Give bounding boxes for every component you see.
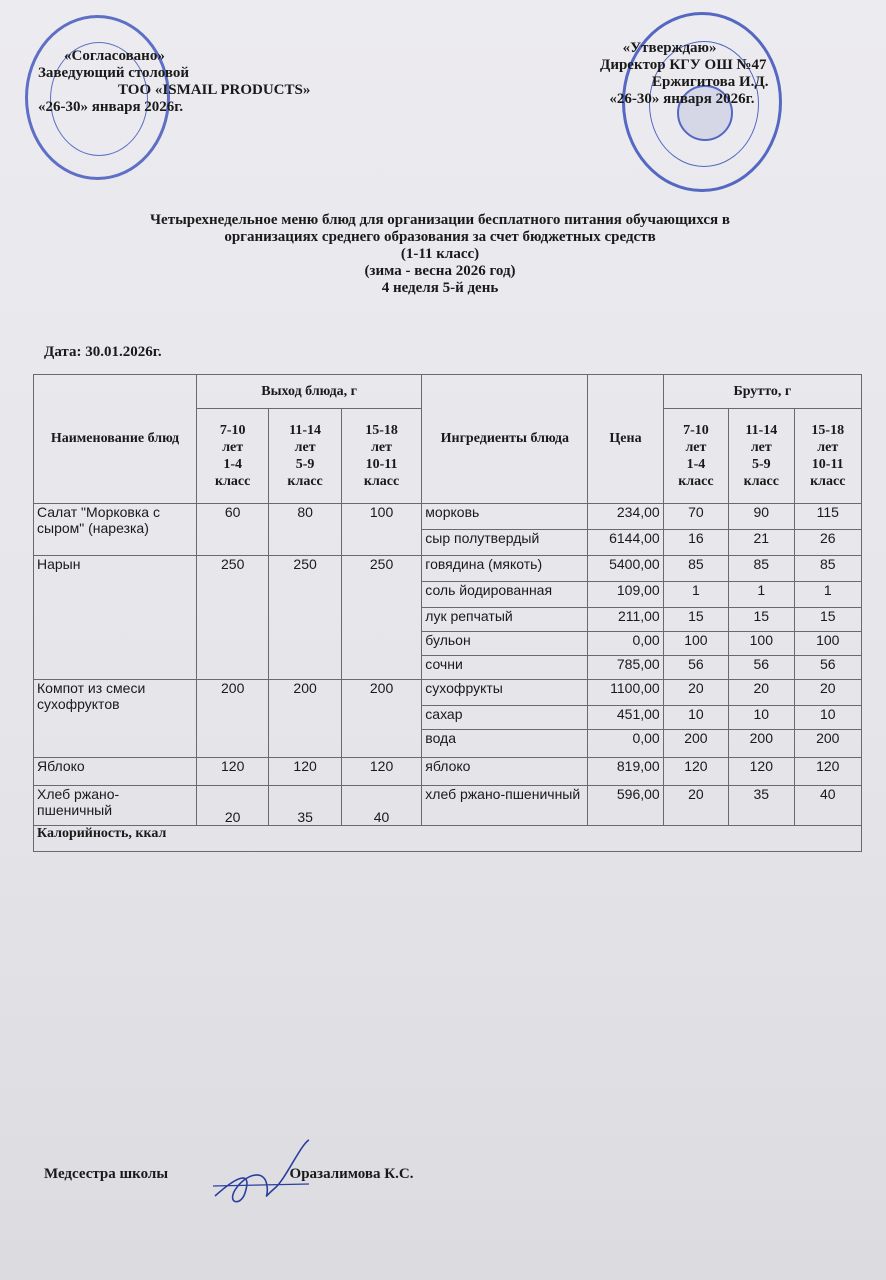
dish-name-cell: Нарын	[34, 556, 197, 680]
age-header-line: класс	[743, 474, 779, 489]
header-ingredients: Ингредиенты блюда	[422, 375, 588, 504]
gross-cell: 10	[729, 706, 794, 730]
gross-cell: 15	[663, 608, 728, 632]
gross-cell: 20	[663, 786, 728, 826]
gross-cell: 85	[729, 556, 794, 582]
dish-output-cell: 120	[269, 758, 341, 786]
gross-age-header	[663, 409, 728, 504]
gross-cell: 120	[794, 758, 862, 786]
dish-output-cell: 250	[196, 556, 268, 680]
age-header-line: лет	[685, 440, 707, 455]
price-cell: 109,00	[588, 582, 663, 608]
calories-label: Калорийность, ккал	[34, 826, 862, 852]
age-header-line: 5-9	[751, 457, 771, 472]
gross-cell: 85	[794, 556, 862, 582]
gross-cell: 15	[729, 608, 794, 632]
dish-output-cell: 120	[341, 758, 421, 786]
gross-cell: 10	[794, 706, 862, 730]
dish-name-cell: Хлеб ржано-пшеничный	[34, 786, 197, 826]
dish-output-cell: 80	[269, 504, 341, 556]
calories-row	[34, 826, 862, 852]
dish-output-cell: 250	[269, 556, 341, 680]
gross-cell: 1	[794, 582, 862, 608]
output-age-header	[196, 409, 268, 504]
gross-cell: 10	[663, 706, 728, 730]
ingredient-cell: хлеб ржано-пшеничный	[422, 786, 588, 826]
gross-cell: 20	[729, 680, 794, 706]
age-header-line: 1-4	[223, 457, 243, 472]
age-header-line: 15-18	[365, 423, 398, 438]
dish-name-cell: Яблоко	[34, 758, 197, 786]
ingredient-cell: бульон	[422, 632, 588, 656]
ingredient-cell: сыр полутвердый	[422, 530, 588, 556]
dish-output-cell: 100	[341, 504, 421, 556]
dish-output-cell: 200	[196, 680, 268, 758]
dish-output-cell: 35	[269, 786, 341, 826]
price-cell: 0,00	[588, 730, 663, 758]
age-header-line: класс	[363, 474, 400, 489]
age-header-line: 11-14	[289, 423, 322, 438]
title-line-5: 4 неделя 5-й день	[381, 280, 499, 296]
age-header-line: лет	[750, 440, 772, 455]
age-header-line: 15-18	[811, 423, 845, 438]
age-header-line: класс	[678, 474, 714, 489]
price-cell: 596,00	[588, 786, 663, 826]
gross-cell: 120	[729, 758, 794, 786]
gross-cell: 200	[663, 730, 728, 758]
dish-name-cell: Компот из смеси сухофруктов	[34, 680, 197, 758]
age-header-line: класс	[215, 474, 251, 489]
gross-cell: 16	[663, 530, 728, 556]
ingredient-cell: сочни	[422, 656, 588, 680]
gross-cell: 26	[794, 530, 862, 556]
agreed-label: «Согласовано»	[64, 48, 165, 64]
dish-name-cell: Салат "Морковка с сыром" (нарезка)	[34, 504, 197, 556]
approved-label: «Утверждаю»	[622, 40, 717, 56]
ingredient-cell: морковь	[422, 504, 588, 530]
gross-cell: 85	[663, 556, 728, 582]
price-cell: 0,00	[588, 632, 663, 656]
age-header-line: лет	[294, 440, 316, 455]
title-line-2: организациях среднего образования за счет бюджетных средств	[224, 229, 656, 245]
agreed-date: «26-30» января 2026г.	[38, 99, 184, 115]
gross-age-header	[794, 409, 862, 504]
gross-cell: 1	[663, 582, 728, 608]
header-gross: Брутто, г	[663, 375, 861, 409]
gross-cell: 1	[729, 582, 794, 608]
nurse-name: Оразалимова К.С.	[289, 1166, 414, 1182]
menu-date: Дата: 30.01.2026г.	[44, 344, 162, 360]
gross-cell: 100	[729, 632, 794, 656]
ingredient-cell: яблоко	[422, 758, 588, 786]
agreed-position: Заведующий столовой	[38, 65, 190, 81]
approved-name: Ержигитова И.Д.	[652, 74, 769, 90]
output-age-header	[269, 409, 341, 504]
age-header-line: класс	[810, 474, 846, 489]
gross-cell: 200	[729, 730, 794, 758]
ingredient-cell: соль йодированная	[422, 582, 588, 608]
gross-cell: 21	[729, 530, 794, 556]
gross-cell: 56	[794, 656, 862, 680]
gross-cell: 56	[729, 656, 794, 680]
agreement-block	[38, 48, 310, 116]
ingredient-cell: лук репчатый	[422, 608, 588, 632]
age-header-line: класс	[287, 474, 323, 489]
gross-cell: 20	[663, 680, 728, 706]
table-row	[34, 786, 862, 826]
dish-output-cell: 40	[341, 786, 421, 826]
dish-output-cell: 20	[196, 786, 268, 826]
price-cell: 234,00	[588, 504, 663, 530]
document-title	[60, 212, 820, 297]
ingredient-cell: сахар	[422, 706, 588, 730]
gross-cell: 40	[794, 786, 862, 826]
approval-block	[600, 40, 769, 108]
price-cell: 6144,00	[588, 530, 663, 556]
table-row	[34, 680, 862, 706]
header-dish-name: Наименование блюд	[34, 375, 197, 504]
gross-cell: 15	[794, 608, 862, 632]
ingredient-cell: сухофрукты	[422, 680, 588, 706]
approved-position: Директор КГУ ОШ №47	[600, 57, 767, 73]
table-row	[34, 758, 862, 786]
age-header-line: 11-14	[745, 423, 778, 438]
title-line-1: Четырехнедельное меню блюд для организации бесплатного питания обучающихся в	[150, 212, 730, 228]
title-line-4: (зима - весна 2026 год)	[364, 263, 516, 279]
gross-cell: 35	[729, 786, 794, 826]
dish-output-cell: 250	[341, 556, 421, 680]
price-cell: 451,00	[588, 706, 663, 730]
age-header-line: 10-11	[811, 457, 844, 472]
gross-cell: 20	[794, 680, 862, 706]
gross-cell: 70	[663, 504, 728, 530]
gross-age-header	[729, 409, 794, 504]
output-age-header	[341, 409, 421, 504]
gross-cell: 56	[663, 656, 728, 680]
agreed-organization: ТОО «ISMAIL PRODUCTS»	[118, 82, 311, 98]
dish-output-cell: 120	[196, 758, 268, 786]
gross-cell: 100	[794, 632, 862, 656]
footer-signature-line	[44, 1166, 413, 1183]
header-output: Выход блюда, г	[196, 375, 421, 409]
dish-output-cell: 200	[341, 680, 421, 758]
gross-cell: 90	[729, 504, 794, 530]
age-header-line: лет	[817, 440, 839, 455]
title-line-3: (1-11 класс)	[400, 246, 480, 262]
age-header-line: 10-11	[365, 457, 398, 472]
nurse-role: Медсестра школы	[44, 1166, 169, 1182]
price-cell: 5400,00	[588, 556, 663, 582]
dish-output-cell: 60	[196, 504, 268, 556]
gross-cell: 100	[663, 632, 728, 656]
age-header-line: 7-10	[219, 423, 246, 438]
gross-cell: 120	[663, 758, 728, 786]
price-cell: 819,00	[588, 758, 663, 786]
age-header-line: лет	[371, 440, 393, 455]
age-header-line: 7-10	[683, 423, 709, 438]
age-header-line: лет	[222, 440, 244, 455]
gross-cell: 200	[794, 730, 862, 758]
approved-date: «26-30» января 2026г.	[609, 91, 755, 107]
header-price: Цена	[588, 375, 663, 504]
price-cell: 1100,00	[588, 680, 663, 706]
gross-cell: 115	[794, 504, 862, 530]
table-row	[34, 556, 862, 582]
ingredient-cell: вода	[422, 730, 588, 758]
menu-table	[33, 374, 862, 852]
dish-output-cell: 200	[269, 680, 341, 758]
price-cell: 785,00	[588, 656, 663, 680]
table-row	[34, 504, 862, 530]
age-header-line: 5-9	[295, 457, 315, 472]
price-cell: 211,00	[588, 608, 663, 632]
ingredient-cell: говядина (мякоть)	[422, 556, 588, 582]
age-header-line: 1-4	[686, 457, 706, 472]
